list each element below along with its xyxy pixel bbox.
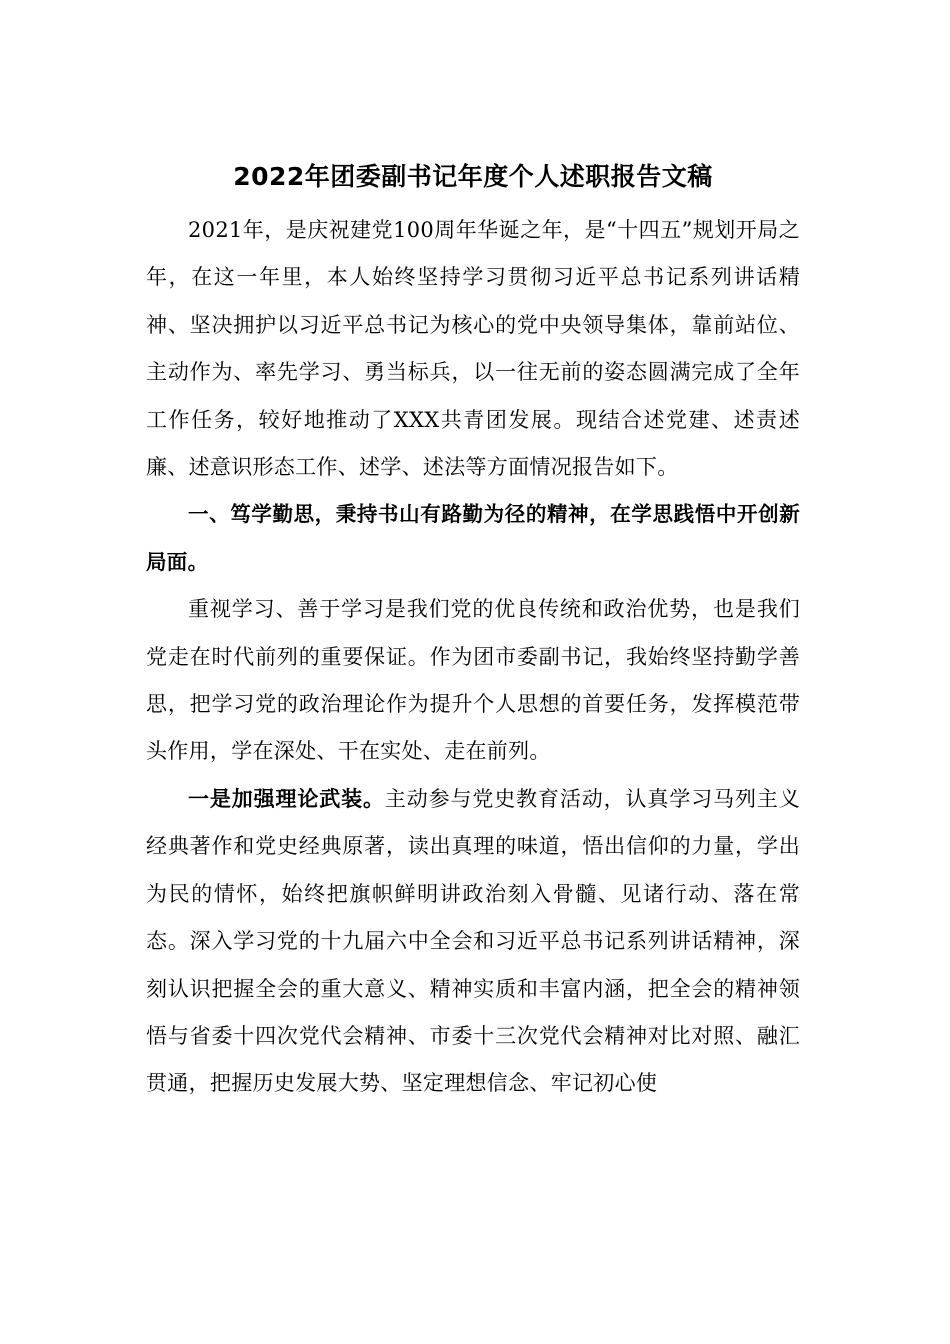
- item-1-paragraph: [146, 776, 800, 1108]
- section-heading-1: 一、笃学勤思，秉持书山有路勤为径的精神，在学思践悟中开创新局面。: [146, 502, 800, 574]
- item-1-text: 主动参与党史教育活动，认真学习马列主义经典著作和党史经典原著，读出真理的味道，悟出信仰的力量，学出为民的情怀，始终把旗帜鲜明讲政治刻入骨髓、见诸行动、落在常态。深入学习党的十九届六中全会和习近平总书记系列讲话精神，深刻认识把握全会的重大意义、精神实质和丰富内涵，把全会的精神领悟与省委十四次党代会精神、市委十三次党代会精神对比对照、融汇贯通，把握历史发展大势、坚定理想信念、牢记初心使: [146, 786, 801, 1096]
- document-title: 2022年团委副书记年度个人述职报告文稿: [233, 162, 713, 191]
- intro-paragraph: 2021年，是庆祝建党100周年华诞之年，是“十四五”规划开局之年，在这一年里，本人始终坚持学习贯彻习近平总书记系列讲话精神、坚决拥护以习近平总书记为核心的党中央领导集体，靠前站位、主动作为、率先学习、勇当标兵，以一往无前的姿态圆满完成了全年工作任务，较好地推动了XXX共青团发展。现结合述党建、述责述廉、述意识形态工作、述学、述法等方面情况报告如下。: [146, 218, 800, 480]
- item-1-lead: 一是加强理论武装。: [188, 786, 385, 811]
- section-1-paragraph: 重视学习、善于学习是我们党的优良传统和政治优势，也是我们党走在时代前列的重要保证。作为团市委副书记，我始终坚持勤学善思，把学习党的政治理论作为提升个人思想的首要任务，发挥模范带头作用，学在深处、干在实处、走在前列。: [146, 597, 800, 764]
- document-body: [146, 153, 800, 1108]
